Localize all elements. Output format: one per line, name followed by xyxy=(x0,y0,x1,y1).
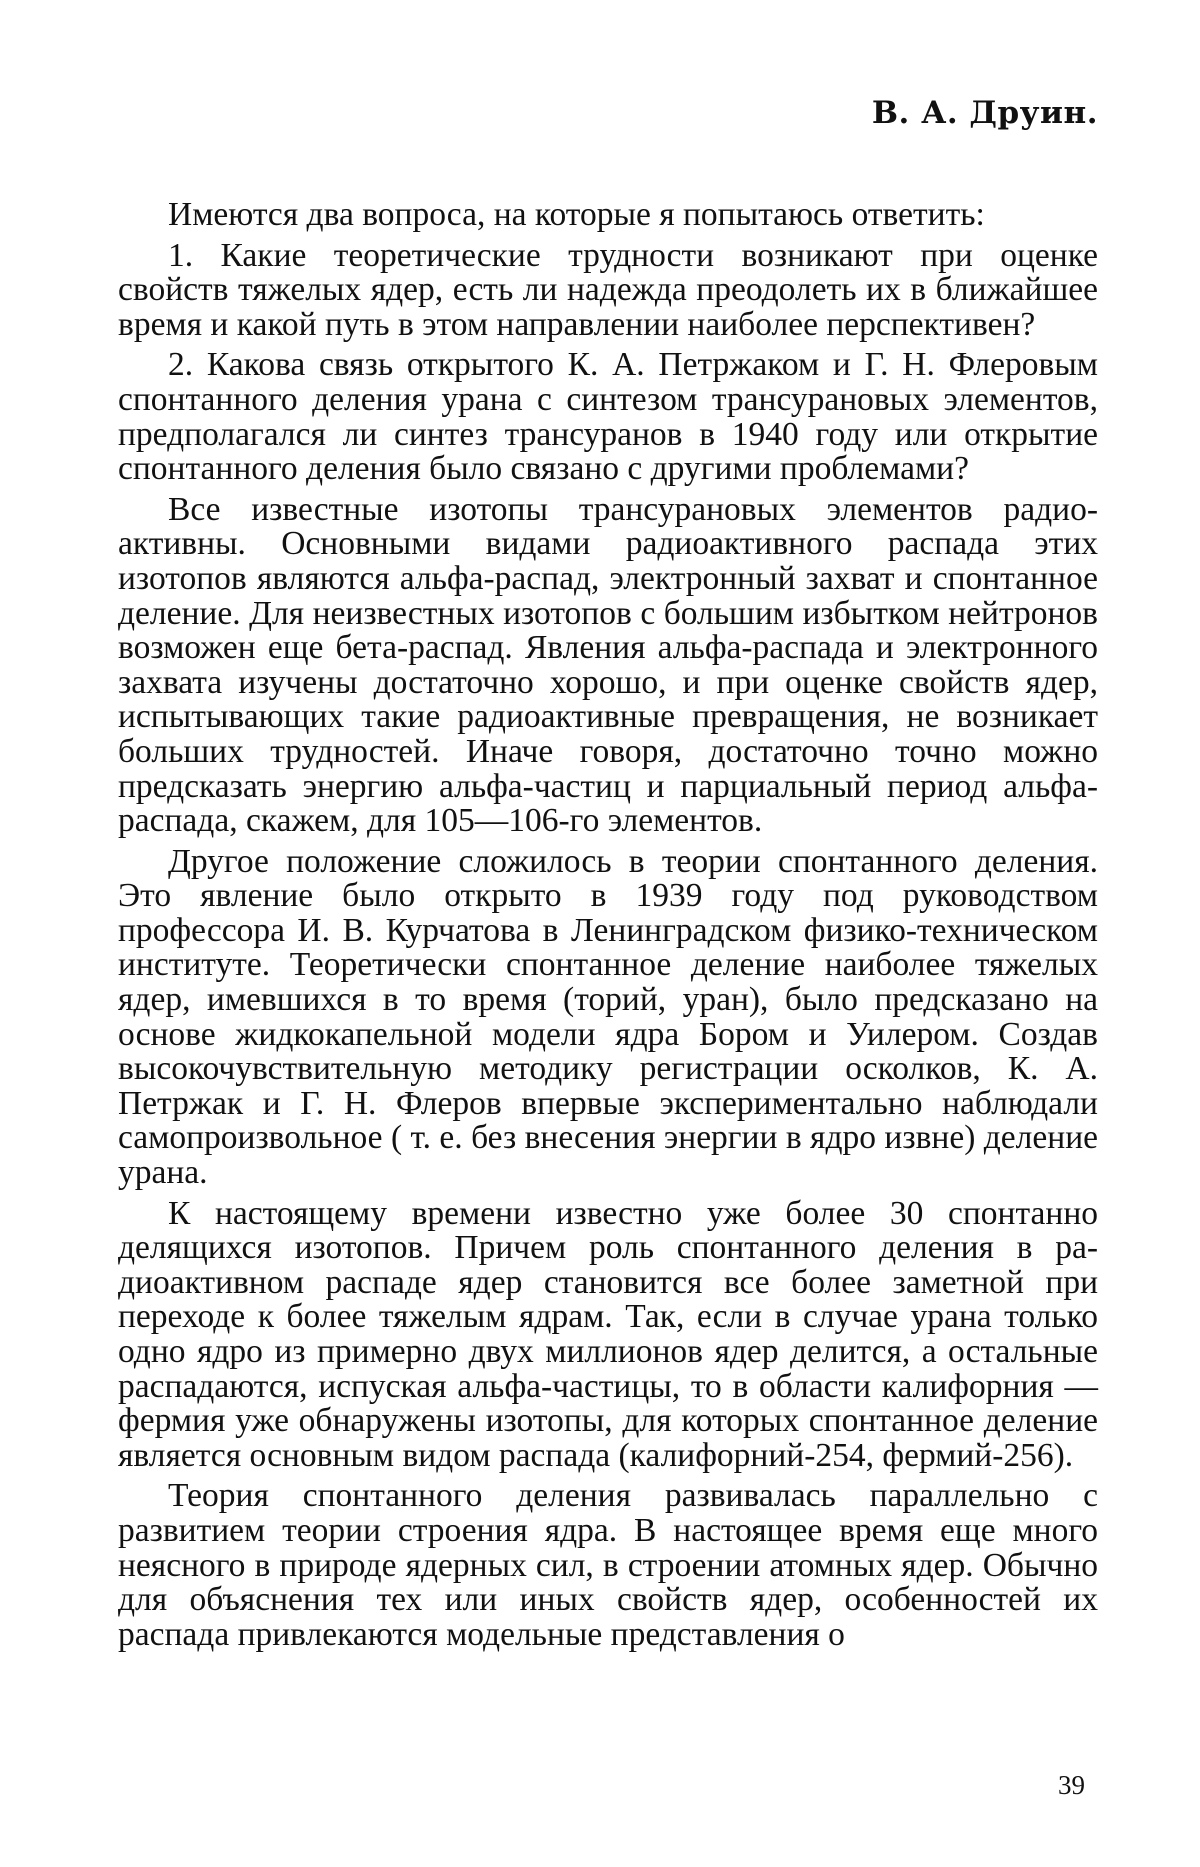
paragraph-intro: Имеются два вопроса, на которые я попытаюсь ответить: xyxy=(168,196,985,233)
paragraph-nuclear-structure: Теория спонтанного деления развивалась параллельно с развитием теории строения ядра. В настоящее время еще много неясного в природе ядерных сил, в строении атомных ядер. Обычно для объяснения тех или иных свойств ядер, особенностей их распада привлекаются модельные представления о xyxy=(118,1477,1098,1653)
paragraph-question-1: 1. Какие теоретические трудности возникают при оценке свойств тяжелых ядер, есть ли надежда преодолеть их в ближайшее время и какой путь в этом направлении наиболее перспективен? xyxy=(118,236,1098,343)
page-number: 39 xyxy=(1058,1770,1085,1800)
paragraph-fission-isotopes: К настоящему времени известно уже более 30 спонтанно делящихся изотопов. Причем роль спонтанного деления в радиоактивном распаде ядер становится все более заметной при переходе к более тяжелым ядрам. Так, если в случае урана только одно ядро из примерно двух миллионов ядер делится, а остальные распадаются, испуская альфа-частицы, то в области калифорния — фермия уже обнаружены изотопы, для которых спонтанное деление является основным видом распада (калифорний-254, фермий-256). xyxy=(118,1194,1098,1474)
paragraph-fission-theory: Другое положение сложилось в теории спонтанного деления. Это явление было открыто в 1939 году под руководством профессора И. В. Курчатова в Ленинградском физико-техническом институте. Теоретически спонтанное деление наиболее тяжелых ядер, имевшихся в то время (торий, уран), было предсказано на основе жидкокапельной модели ядра Бором и Уилером. Создав высокочувствительную методику регистрации осколков, К. А. Петржак и Г. Н. Флеров впервые экспериментально наблюдали самопроизвольное ( т. е. без внесения энергии в ядро извне) деление урана. xyxy=(118,842,1098,1192)
paragraph-radioactivity: Все известные изотопы трансурановых элементов радиоактивны. Основными видами радиоактивного распада этих изотопов являются альфа-распад, электронный захват и спонтанное деление. Для неизвестных изотопов с большим избытком нейтронов возможен еще бета-распад. Явления альфа-распада и электронного захвата изучены достаточно хорошо, и при оценке свойств ядер, испытывающих такие радиоактивные превращения, не возникает больших трудностей. Иначе говоря, достаточно точно можно предсказать энергию альфа-частиц и парциальный период альфа-распада, скажем, для 105—106-го элементов. xyxy=(118,490,1098,840)
paragraph-question-2: 2. Какова связь открытого К. А. Петржаком и Г. Н. Флеровым спонтанного деления урана с синтезом трансурановых элементов, предполагался ли синтез трансуранов в 1940 году или открытие спонтанного деления было связано с другими проблемами? xyxy=(118,346,1098,488)
body-text xyxy=(118,198,1098,1658)
author-heading: В. А. Друин. xyxy=(871,95,1098,131)
